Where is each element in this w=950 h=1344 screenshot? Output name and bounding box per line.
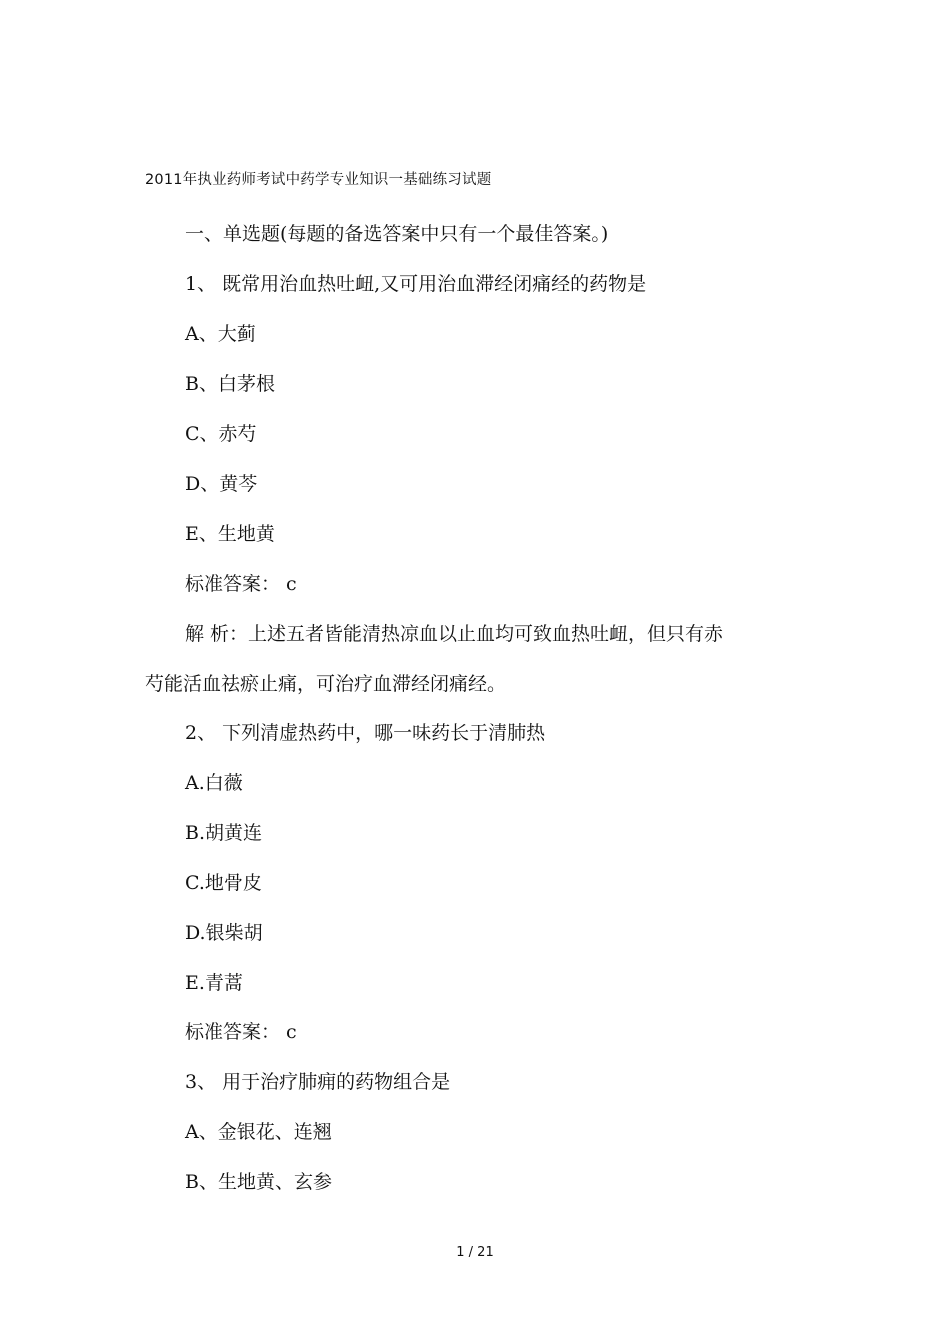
question-2-stem: 2、 下列清虚热药中，哪一味药长于清肺热 (185, 722, 546, 744)
section-heading: 一、单选题(每题的备选答案中只有一个最佳答案。) (185, 223, 609, 245)
question-1-analysis-continued: 芍能活血祛瘀止痛，可治疗血滞经闭痛经。 (145, 673, 507, 695)
question-3-option-a: A、金银花、连翘 (185, 1121, 332, 1143)
question-2-option-a: A.白薇 (185, 772, 243, 794)
question-2-option-e: E.青蒿 (185, 972, 243, 994)
question-1-option-e: E、生地黄 (185, 523, 275, 545)
question-1-analysis: 解 析：上述五者皆能清热凉血以止血均可致血热吐衄，但只有赤 (185, 623, 724, 645)
question-1-option-b: B、白茅根 (185, 373, 275, 395)
question-2-answer: 标准答案： c (185, 1021, 297, 1043)
question-2-option-d: D.银柴胡 (185, 922, 263, 944)
question-1-answer: 标准答案： c (185, 573, 297, 595)
question-3-stem: 3、 用于治疗肺痈的药物组合是 (185, 1071, 451, 1093)
question-3-option-b: B、生地黄、玄参 (185, 1171, 332, 1193)
question-1-option-c: C、赤芍 (185, 423, 257, 445)
question-1-option-d: D、黄芩 (185, 473, 258, 495)
document-title: 2011年执业药师考试中药学专业知识一基础练习试题 (145, 172, 492, 188)
question-1-stem: 1、 既常用治血热吐衄,又可用治血滞经闭痛经的药物是 (185, 273, 647, 295)
question-1-option-a: A、大蓟 (185, 323, 256, 345)
question-2-option-b: B.胡黄连 (185, 822, 263, 844)
question-2-option-c: C.地骨皮 (185, 872, 262, 894)
page-number: 1 / 21 (456, 1245, 494, 1260)
